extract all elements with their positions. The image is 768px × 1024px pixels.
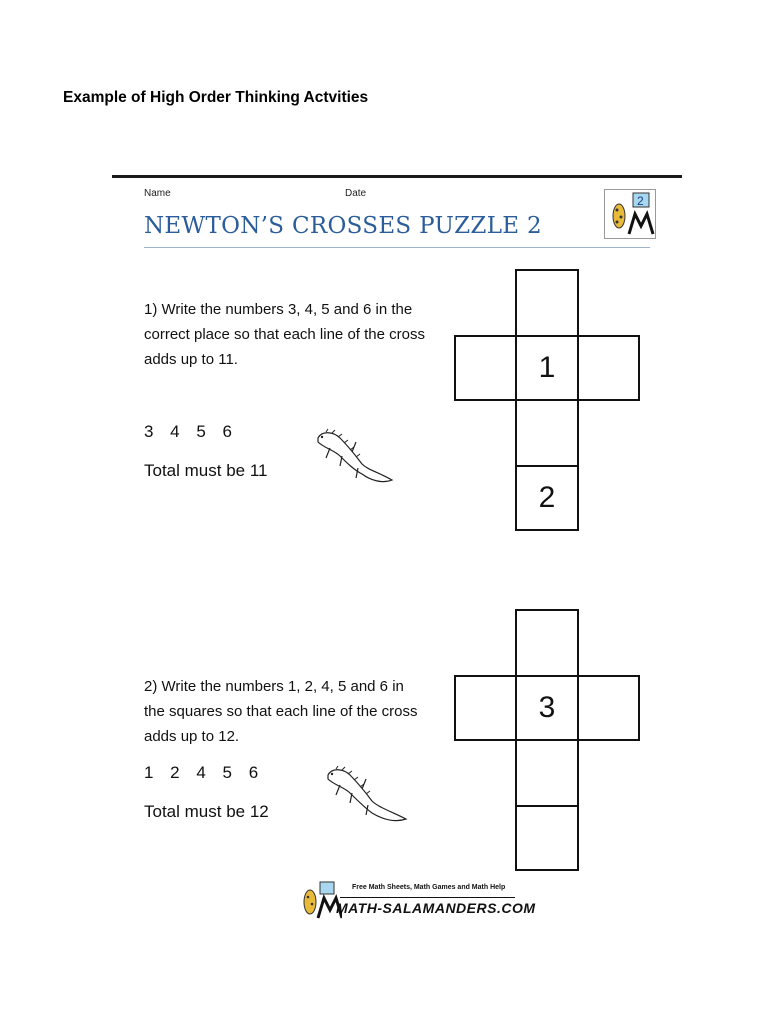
puzzle1-total: Total must be 11	[144, 461, 268, 480]
salamander-icon	[322, 765, 412, 827]
footer-divider	[340, 897, 515, 898]
cross1-left-cell[interactable]	[454, 335, 517, 401]
cross2-bottom-cell[interactable]	[515, 805, 579, 871]
puzzle2-line: the squares so that each line of the cross	[144, 703, 418, 720]
puzzle1-line: adds up to 11.	[144, 351, 238, 368]
puzzle2-numbers: 1 2 4 5 6	[144, 763, 259, 782]
cross1-below-cell[interactable]	[515, 399, 579, 467]
top-divider	[112, 175, 682, 178]
date-label: Date	[345, 188, 367, 199]
cross1-right-cell[interactable]	[577, 335, 640, 401]
puzzle2-line: 2) Write the numbers 1, 2, 4, 5 and 6 in	[144, 678, 404, 695]
cross1-top-cell[interactable]	[515, 269, 579, 337]
puzzle1-numbers: 3 4 5 6	[144, 422, 232, 441]
cross-puzzle-1	[454, 269, 640, 531]
title-underline	[144, 247, 650, 248]
cross2-center-cell[interactable]: 3	[515, 675, 579, 741]
cross1-center-cell[interactable]: 1	[515, 335, 579, 401]
footer-site-link[interactable]: MATH-SALAMANDERS.COM	[336, 900, 536, 916]
cross-puzzle-2	[454, 609, 640, 871]
page-heading: Example of High Order Thinking Actvities	[63, 89, 369, 106]
cross2-top-cell[interactable]	[515, 609, 579, 677]
worksheet-title: NEWTON’S CROSSES PUZZLE 2	[144, 213, 542, 239]
cross1-bottom-cell[interactable]: 2	[515, 465, 579, 531]
puzzle2-total: Total must be 12	[144, 802, 269, 821]
puzzle1-instructions	[144, 297, 444, 372]
footer-tagline: Free Math Sheets, Math Games and Math Help	[352, 884, 506, 891]
puzzle1-line: 1) Write the numbers 3, 4, 5 and 6 in the	[144, 301, 413, 318]
puzzle2-instructions	[144, 674, 444, 749]
worksheet-logo	[604, 189, 656, 239]
name-label: Name	[144, 188, 171, 199]
cross2-below-cell[interactable]	[515, 739, 579, 807]
cross2-left-cell[interactable]	[454, 675, 517, 741]
cross2-right-cell[interactable]	[577, 675, 640, 741]
logo-badge-number: 2	[637, 194, 644, 208]
salamander-icon	[312, 428, 398, 490]
puzzle1-line: correct place so that each line of the cross	[144, 326, 425, 343]
salamander-logo-icon	[605, 190, 655, 238]
puzzle2-line: adds up to 12.	[144, 728, 240, 745]
